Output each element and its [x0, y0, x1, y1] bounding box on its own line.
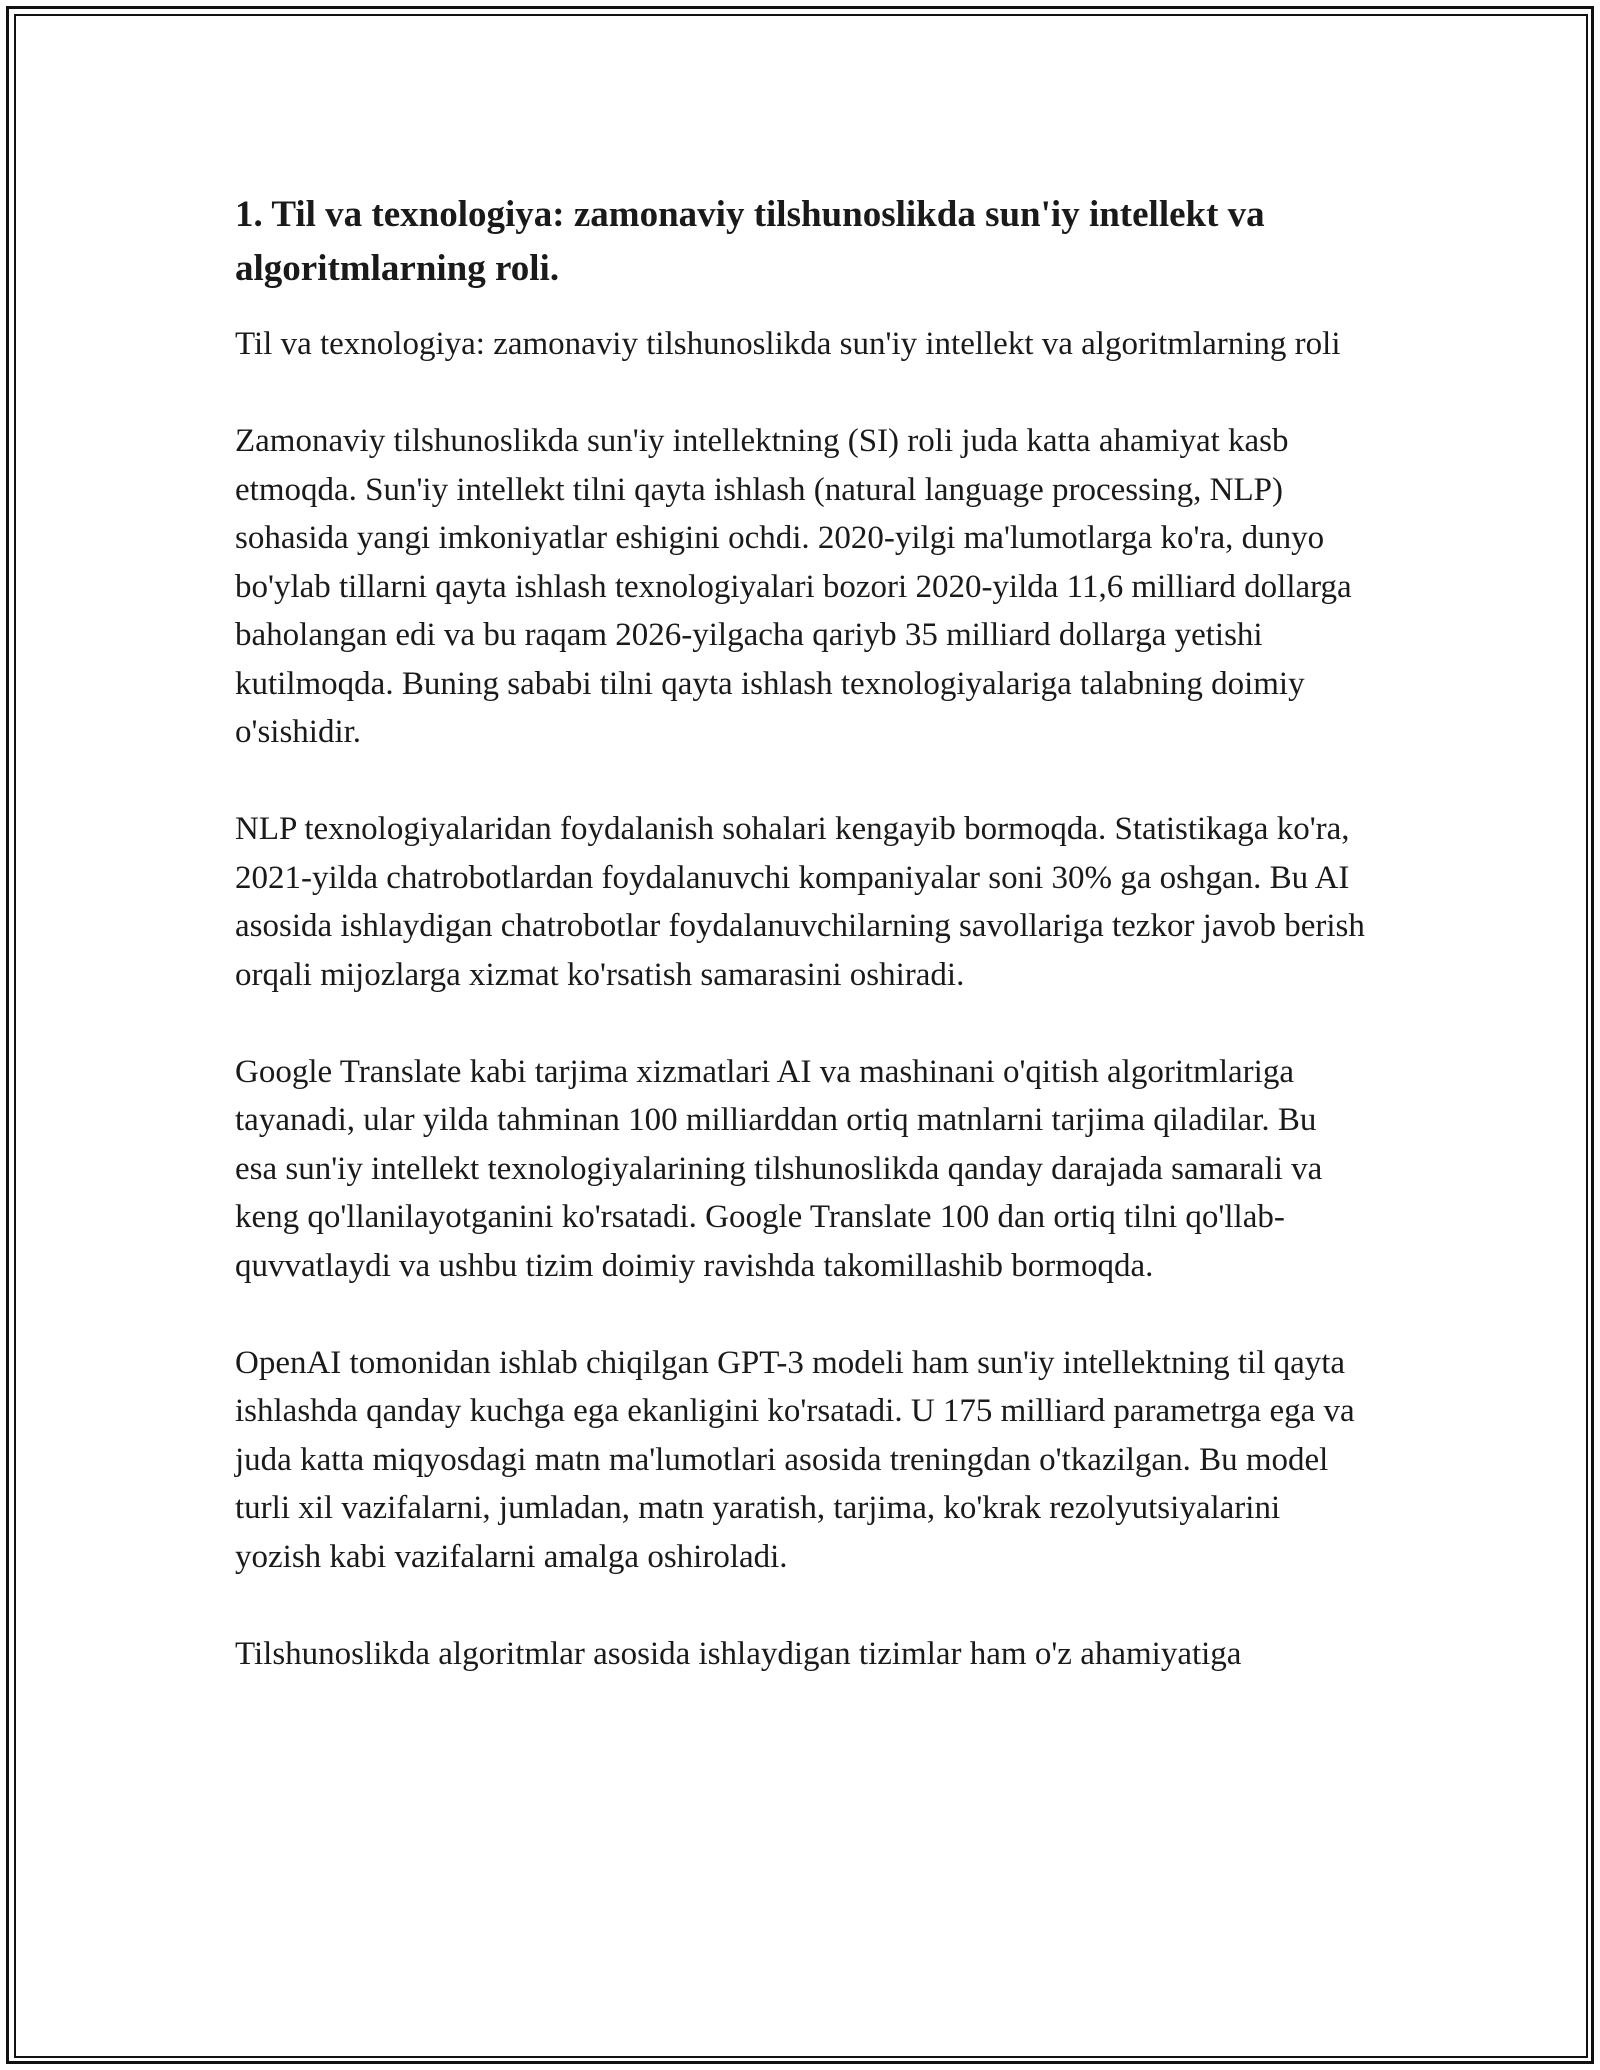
paragraph-google-translate: Google Translate kabi tarjima xizmatlari AI va mashinani o'qitish algoritmlariga tayanadi, ular yilda tahminan 100 milliarddan ortiq matnlarni tarjima qiladilar. Bu esa sun'iy intellekt texnologiyalarining tilshunoslikda qanday darajada samarali va keng qo'llanilayotganini ko'rsatadi. Google Translate 100 dan ortiq tilni qo'llab-quvvatlaydi va ushbu tizim doimiy ravishda takomillashib bormoqda. [235, 1053, 1323, 1284]
paragraph-gpt3: OpenAI tomonidan ishlab chiqilgan GPT-3 modeli ham sun'iy intellektning til qayta ishlashda qanday kuchga ega ekanligini ko'rsatadi. U 175 milliard parametrga ega va juda katta miqyosdagi matn ma'lumotlari asosida treningdan o'tkazilgan. Bu model turli xil vazifalarni, jumladan, matn yaratish, tarjima, ko'krak rezolyutsiyalarini yozish kabi vazifalarni amalga oshiroladi. [235, 1344, 1355, 1575]
paragraph-chatbots: NLP texnologiyalaridan foydalanish sohalari kengayib bormoqda. Statistikaga ko'ra, 2021-yilda chatrobotlardan foydalanuvchi kompaniyalar soni 30% ga oshgan. Bu AI asosida ishlaydigan chatrobotlar foydalanuvchilarning savollariga tezkor javob berish orqali mijozlarga xizmat ko'rsatish samarasini oshiradi. [235, 811, 1365, 993]
document-heading: 1. Til va texnologiya: zamonaviy tilshunoslikda sun'iy intellekt va algoritmlarning roli. [235, 194, 1265, 289]
paragraph-subtitle: Til va texnologiya: zamonaviy tilshunoslikda sun'iy intellekt va algoritmlarning roli [235, 326, 1341, 362]
paragraph-algorithms: Tilshunoslikda algoritmlar asosida ishlaydigan tizimlar ham o'z ahamiyatiga [235, 1635, 1242, 1672]
document-body [235, 188, 1365, 1727]
paragraph-market: Zamonaviy tilshunoslikda sun'iy intellektning (SI) roli juda katta ahamiyat kasb etmoqda. Sun'iy intellekt tilni qayta ishlash (natural language processing, NLP) sohasida yangi imkoniyatlar eshigini ochdi. 2020-yilgi ma'lumotlarga ko'ra, dunyo bo'ylab tillarni qayta ishlash texnologiyalari bozori 2020-yilda 11,6 milliard dollarga baholangan edi va bu raqam 2026-yilgacha qariyb 35 milliard dollarga yetishi kutilmoqda. Buning sababi tilni qayta ishlash texnologiyalariga talabning doimiy o'sishidir. [235, 423, 1352, 750]
